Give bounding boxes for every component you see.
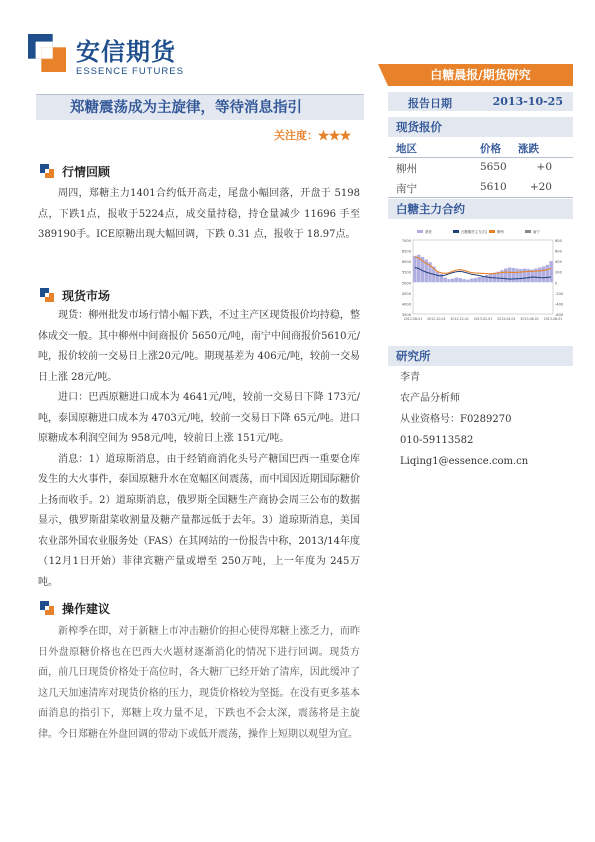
basis-bar <box>436 272 439 283</box>
spot-price-table <box>388 138 573 198</box>
basis-bar <box>455 278 458 283</box>
basis-bar <box>459 278 462 282</box>
legend-label: 柳州 <box>497 230 504 234</box>
y-left-tick-label: 5500 <box>401 270 411 275</box>
section-bullet-icon <box>40 288 54 302</box>
basis-bar <box>515 269 518 283</box>
section-bullet-icon <box>40 601 54 615</box>
legend-swatch <box>489 230 495 233</box>
basis-bar <box>549 261 552 282</box>
spot-text <box>38 306 360 593</box>
y-right-tick-label: -400 <box>555 302 564 307</box>
y-right-tick-label: 800 <box>555 239 562 243</box>
price-cell: 5650 <box>480 161 507 173</box>
basis-bar <box>447 279 450 282</box>
chart-svg <box>393 226 571 330</box>
y-right-tick-label: 0 <box>555 281 558 286</box>
table-row <box>388 158 573 178</box>
legend-swatch <box>453 230 459 233</box>
legend-label: 基差 <box>425 230 432 234</box>
report-date-bar <box>388 92 573 111</box>
page-title: 郑糖震荡成为主旋律，等待消息指引 <box>70 99 302 116</box>
research-heading: 研究所 <box>388 346 573 366</box>
basis-bar <box>466 280 469 283</box>
y-left-tick-label: 3500 <box>401 313 411 317</box>
basis-bar <box>443 278 446 283</box>
x-tick-label: 2013-06-01 <box>520 317 539 321</box>
table-header-row <box>388 138 573 158</box>
x-tick-label: 2013-02-01 <box>473 317 493 321</box>
legend-label: 南宁 <box>533 230 540 234</box>
y-right-tick-label: 200 <box>555 270 562 275</box>
x-tick-label: 2012-08-01 <box>403 317 423 321</box>
column-header-price: 价格 <box>480 143 501 155</box>
region-cell: 柳州 <box>396 163 417 175</box>
column-header-change: 涨跌 <box>518 143 539 155</box>
y-left-tick-label: 6000 <box>401 260 411 265</box>
review-text: 周四，郑糖主力1401合约低开高走，尾盘小幅回落，开盘于 5198点，下跌1点，报收于5224点，成交量持稳，持仓量减少 11696 手至 389190手。ICE原糖出现大幅回调，下跌 0.31 点，报收于 18.97点。 <box>38 188 360 240</box>
report-type-banner: 白糖晨报/期货研究 <box>388 64 573 86</box>
researcher-email: Liqing1@essence.com.cn <box>400 456 529 467</box>
essence-logo-icon <box>28 34 66 72</box>
main-contract-heading: 白糖主力合约 <box>388 199 573 219</box>
researcher-name: 李青 <box>400 372 420 383</box>
x-tick-label: 2013-08-01 <box>543 317 563 321</box>
spot-prices-heading: 现货报价 <box>388 117 573 137</box>
legend-swatch <box>417 230 423 233</box>
price-cell: 5610 <box>480 181 507 193</box>
basis-bar <box>523 269 526 283</box>
y-right-tick-label: 600 <box>555 249 562 254</box>
basis-bar <box>462 279 465 282</box>
main-contract-chart <box>393 226 571 330</box>
brand-name-en: ESSENCE FUTURES <box>76 66 184 77</box>
table-row <box>388 178 573 198</box>
basis-bar <box>485 275 488 282</box>
x-tick-label: 2013-04-01 <box>497 317 516 321</box>
spot-paragraph-1: 现货：柳州批发市场行情小幅下跌，不过主产区现货报价均持稳，整体成交一般。其中柳州中间商报价 5650元/吨，南宁中间商报价5610元/吨，报价较前一交易日上涨20元/吨。期现基差为 406元/吨，较前一交易日上涨 28元/吨。 <box>38 310 360 383</box>
basis-bar <box>519 269 522 282</box>
brand-name-cn: 安信期货 <box>76 38 176 66</box>
section-bullet-icon <box>40 164 54 178</box>
y-right-tick-label: 400 <box>555 260 562 265</box>
basis-bar <box>470 279 473 283</box>
y-left-tick-label: 7000 <box>401 239 411 243</box>
advice-section-header <box>36 600 364 618</box>
y-right-tick-label: -600 <box>555 313 564 317</box>
basis-bar <box>440 274 443 282</box>
basis-bar <box>538 267 541 282</box>
title-bar <box>36 94 364 120</box>
basis-bar <box>542 266 545 282</box>
basis-bar <box>451 279 454 283</box>
report-date-label: 报告日期 <box>408 97 452 110</box>
y-left-tick-label: 4000 <box>401 302 411 307</box>
x-tick-label: 2012-12-01 <box>450 317 469 321</box>
basis-bar <box>512 268 515 282</box>
basis-bar <box>508 267 511 282</box>
review-heading: 行情回顾 <box>62 165 111 179</box>
basis-bar <box>546 265 549 282</box>
legend-label: 白糖期货主力(右) <box>461 230 488 234</box>
y-left-tick-label: 6500 <box>401 249 411 254</box>
legend-swatch <box>525 230 531 233</box>
x-tick-label: 2012-10-01 <box>427 317 446 321</box>
researcher-title: 农产品分析师 <box>400 393 460 404</box>
researcher-info <box>400 367 528 472</box>
change-cell: +20 <box>529 181 552 193</box>
spot-paragraph-2: 进口：巴西原糖进口成本为 4641元/吨，较前一交易日下降 173元/吨，泰国原糖进口成本为 4703元/吨，较前一交易日下降 65元/吨。进口原糖成本利润空间为 958元/吨，较前日上涨 151元/吨。 <box>38 392 360 444</box>
spot-section-header <box>36 287 364 305</box>
researcher-license: 从业资格号：F0289270 <box>400 414 512 425</box>
basis-bar <box>413 256 416 282</box>
y-left-tick-label: 5000 <box>401 281 411 286</box>
researcher-phone: 010-59113582 <box>400 435 474 446</box>
change-cell: +0 <box>536 161 552 173</box>
attention-rating: 关注度：★★★ <box>274 129 351 142</box>
basis-bar <box>504 269 507 283</box>
advice-text: 新榨季在即，对于新糖上市冲击糖价的担心使得郑糖上涨乏力，而昨日外盘原糖价格也在巴西大火题材逐渐消化的情况下进行回调。现货方面，前几日现货价格处于高位时，各大糖厂已经开始了清库，因此缓冲了这几天加速清库对现货价格的压力，现货价格较为坚挺。在没有更多基本面消息的指引下，郑糖上攻力量不足，下跌也不会太深，震荡将是主旋律。今日郑糖在外盘回调的带动下或低开震荡，操作上短期以观望为宜。 <box>38 626 360 740</box>
basis-bar <box>478 277 481 282</box>
brand-logo <box>28 32 188 82</box>
spot-paragraph-3: 消息：1）道琼斯消息，由于经销商消化头号产糖国巴西一重要仓库发生的大火事件，泰国原糖升水在宽幅区间震荡，而中国因近期国际糖价上扬而收手。2）道琼斯消息，俄罗斯全国糖生产商协会周三公布的数据显示，俄罗斯甜菜收割量及糖产量都远低于去年。3）道琼斯消息，美国农业部外国农业服务处（FAS）在其网站的一份报告中称，2013/14年度（12月1日开始）菲律宾糖产量或增至 250万吨，上一年度为 245万吨。 <box>38 453 360 588</box>
region-cell: 南宁 <box>396 183 417 195</box>
review-section-header <box>36 163 364 181</box>
basis-bar <box>474 278 477 282</box>
column-header-region: 地区 <box>396 143 417 155</box>
spot-heading: 现货市场 <box>62 289 111 303</box>
y-left-tick-label: 4500 <box>401 291 411 296</box>
advice-heading: 操作建议 <box>62 602 111 616</box>
report-date-value: 2013-10-25 <box>492 95 563 108</box>
y-right-tick-label: -200 <box>555 291 564 296</box>
